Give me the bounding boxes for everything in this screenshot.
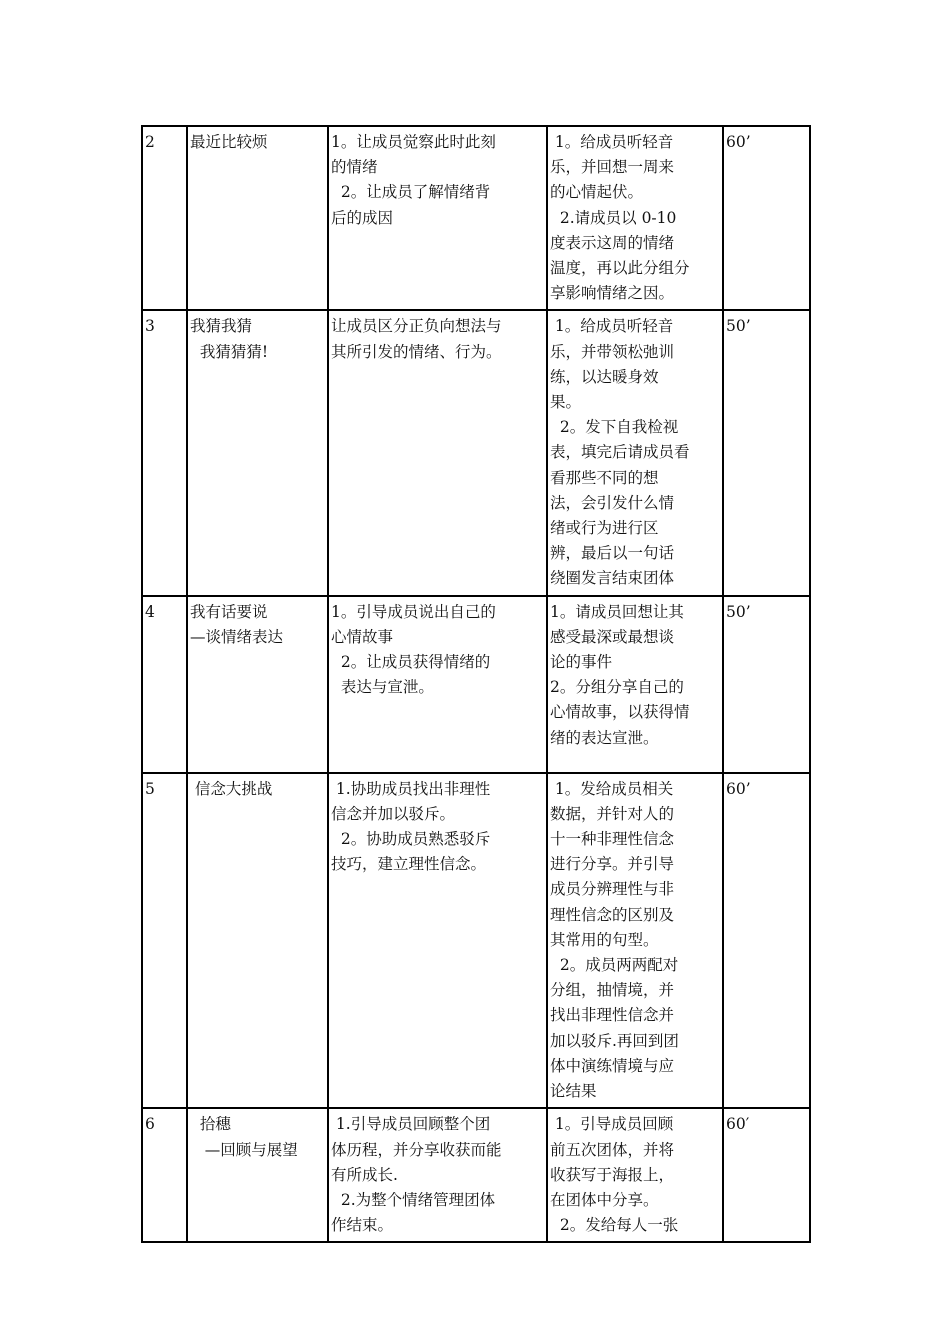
table-row-session-3: [142, 310, 810, 595]
session-name: 拾穗 —回顾与展望: [187, 1108, 328, 1242]
session-goal: 1.引导成员回顾整个团 体历程，并分享收获而能 有所成长. 2.为整个情绪管理团体 作结束。: [328, 1108, 547, 1242]
session-number: 3: [142, 310, 187, 595]
table-row-session-2: [142, 126, 810, 310]
activity-plan-table: [141, 125, 811, 1243]
table-row-session-5: [142, 773, 810, 1109]
session-number: 2: [142, 126, 187, 310]
session-activity: 1。给成员听轻音 乐，并回想一周来 的心情起伏。 2.请成员以 0-10 度表示这周的情绪 温度，再以此分组分 享影响情绪之因。: [547, 126, 723, 310]
session-activity: 1。引导成员回顾 前五次团体，并将 收获写于海报上， 在团体中分享。 2。发给每人一张: [547, 1108, 723, 1242]
session-time: 60′: [723, 1108, 810, 1242]
session-goal: 1.协助成员找出非理性 信念并加以驳斥。 2。协助成员熟悉驳斥 技巧，建立理性信念。: [328, 773, 547, 1109]
session-name: 我猜我猜 我猜猜猜!: [187, 310, 328, 595]
table-row-session-6: [142, 1108, 810, 1242]
session-number: 5: [142, 773, 187, 1109]
session-activity: 1。给成员听轻音 乐，并带领松弛训 练，以达暖身效 果。 2。发下自我检视 表，填完后请成员看 看那些不同的想 法，会引发什么情 绪或行为进行区 辨，最后以一句话 绕圈发言结束团体: [547, 310, 723, 595]
session-name: 信念大挑战: [187, 773, 328, 1109]
session-time: 60’: [723, 126, 810, 310]
session-number: 4: [142, 596, 187, 773]
session-name: 最近比较烦: [187, 126, 328, 310]
session-number: 6: [142, 1108, 187, 1242]
session-time: 60’: [723, 773, 810, 1109]
session-goal: 让成员区分正负向想法与 其所引发的情绪、行为。: [328, 310, 547, 595]
table-row-session-4: [142, 596, 810, 773]
session-activity: 1。请成员回想让其 感受最深或最想谈 论的事件 2。分组分享自己的 心情故事，以获得情 绪的表达宣泄。: [547, 596, 723, 773]
session-time: 50’: [723, 596, 810, 773]
session-activity: 1。发给成员相关 数据，并针对人的 十一种非理性信念 进行分享。并引导 成员分辨理性与非 理性信念的区别及 其常用的句型。 2。成员两两配对 分组，抽情境，并 找出非理性信念并 加以驳斥.再回到团 体中演练情境与应 论结果: [547, 773, 723, 1109]
session-goal: 1。让成员觉察此时此刻 的情绪 2。让成员了解情绪背 后的成因: [328, 126, 547, 310]
session-time: 50’: [723, 310, 810, 595]
session-name: 我有话要说 —谈情绪表达: [187, 596, 328, 773]
session-goal: 1。引导成员说出自己的 心情故事 2。让成员获得情绪的 表达与宣泄。: [328, 596, 547, 773]
